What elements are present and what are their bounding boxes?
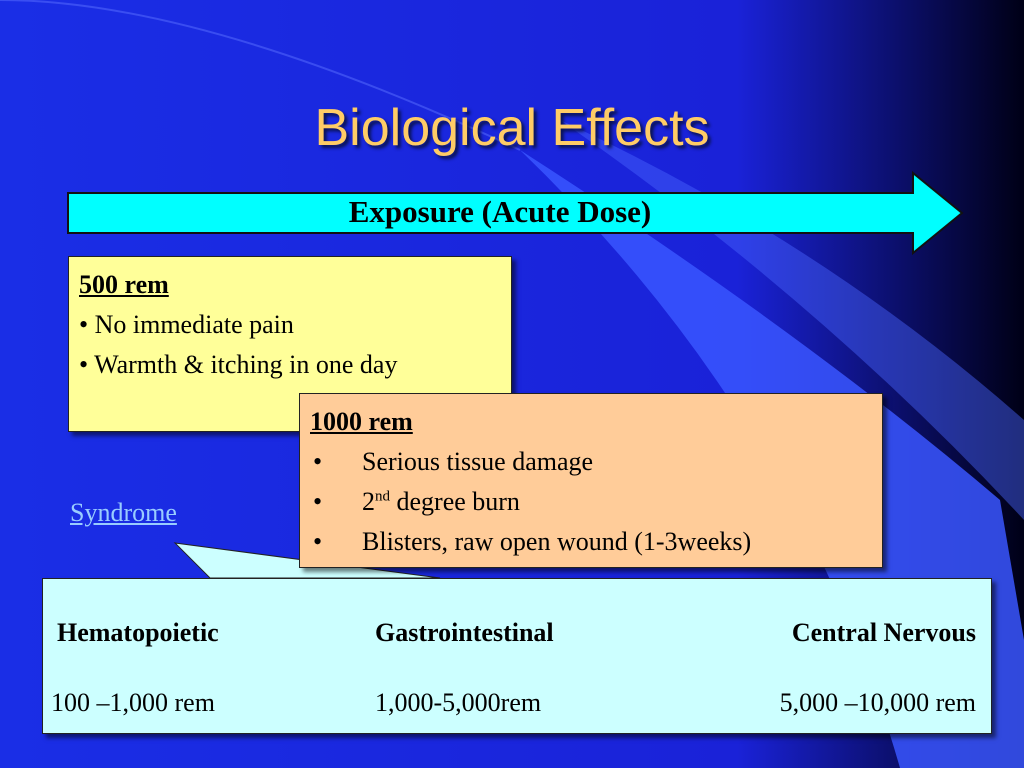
dose-500-item: • Warmth & itching in one day <box>79 350 398 379</box>
syndrome-name: Hematopoietic <box>57 618 219 647</box>
slide-title: Biological Effects <box>314 99 710 157</box>
exposure-arrow-label: Exposure (Acute Dose) <box>348 194 652 229</box>
bullet: • <box>313 447 323 476</box>
bullet: • <box>313 527 323 556</box>
syndrome-dose: 1,000-5,000rem <box>375 688 542 717</box>
syndrome-box <box>42 578 992 734</box>
burn-degree-text: degree burn <box>390 487 520 516</box>
dose-500-heading: 500 rem <box>79 270 169 299</box>
burn-degree-number: 2 <box>362 487 375 516</box>
dose-1000-heading: 1000 rem <box>310 407 413 436</box>
dose-500-item: • No immediate pain <box>79 310 294 339</box>
dose-1000-item <box>362 482 520 522</box>
syndrome-dose: 100 –1,000 rem <box>51 688 215 717</box>
syndrome-name: Gastrointestinal <box>375 618 554 647</box>
syndrome-link[interactable]: Syndrome <box>70 498 177 527</box>
dose-1000-item: Blisters, raw open wound (1-3weeks) <box>362 527 752 556</box>
dose-1000-box <box>299 393 883 568</box>
burn-degree-suffix: nd <box>375 488 390 505</box>
syndrome-name: Central Nervous <box>791 618 976 647</box>
syndrome-dose: 5,000 –10,000 rem <box>779 688 976 717</box>
bullet: • <box>313 487 323 516</box>
dose-1000-item: Serious tissue damage <box>362 447 594 476</box>
